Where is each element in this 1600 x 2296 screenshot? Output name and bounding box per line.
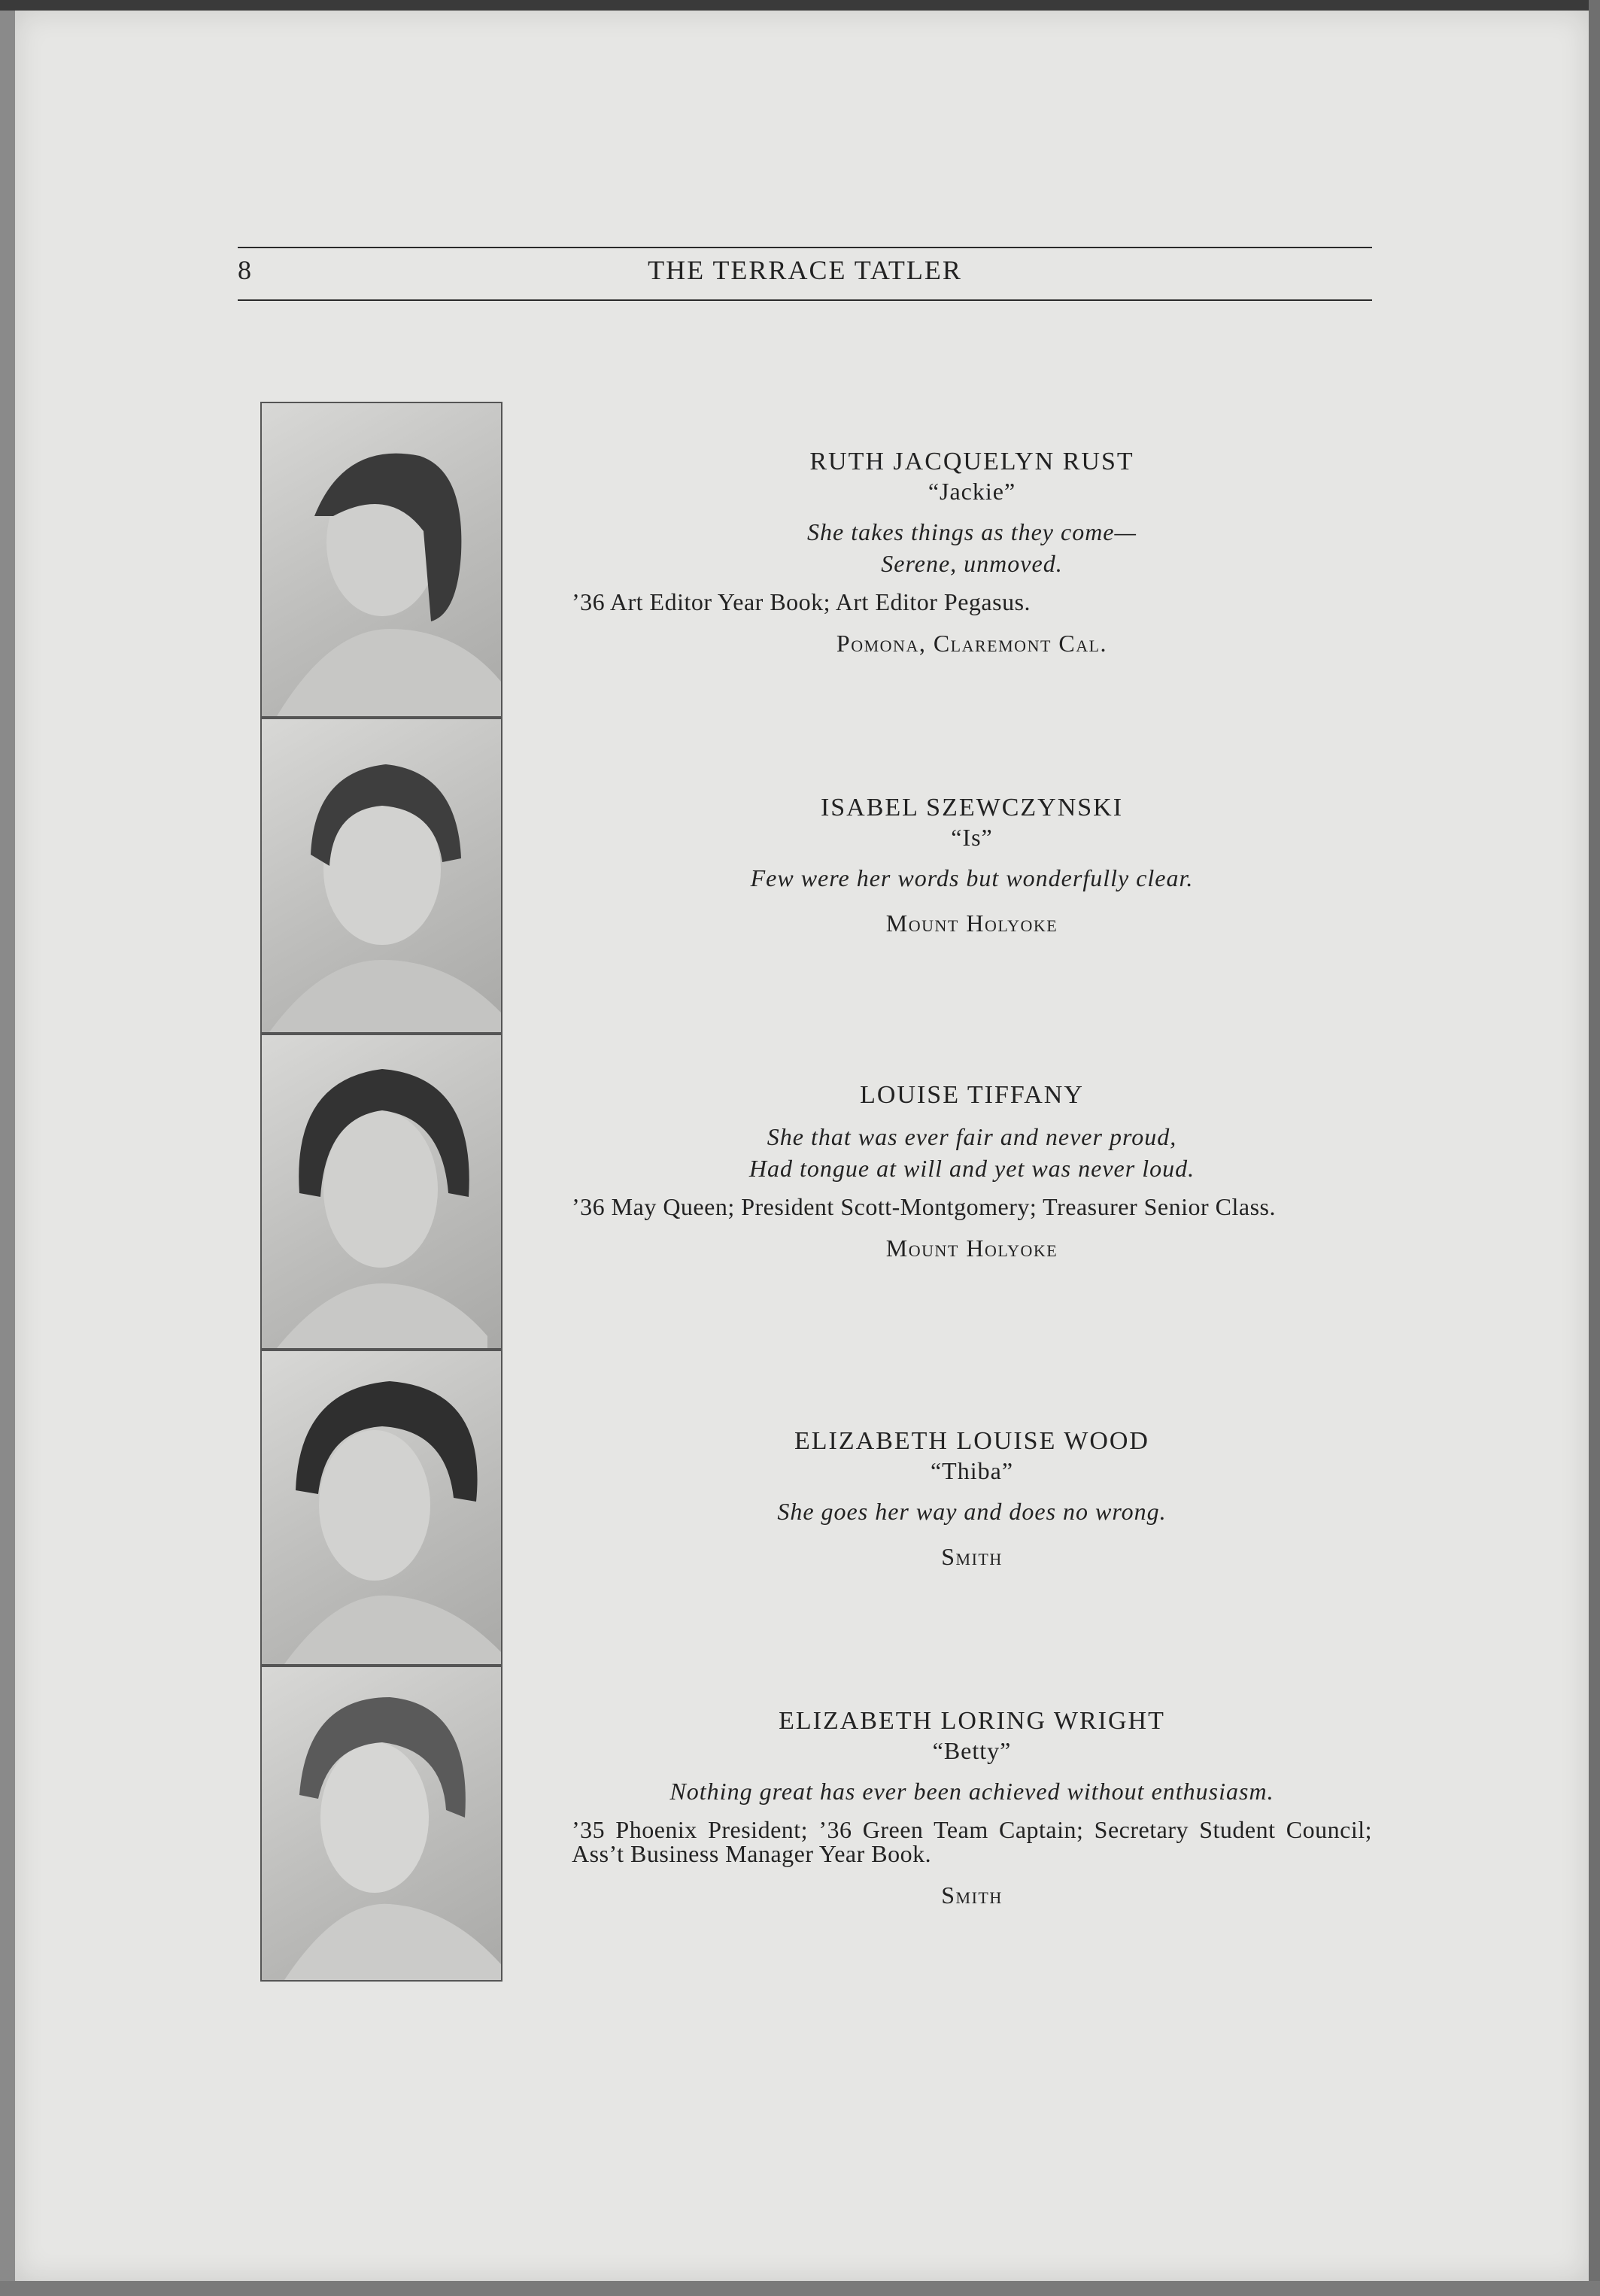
quote-line: She goes her way and does no wrong. [777, 1498, 1167, 1525]
senior-entry [572, 1080, 1372, 1262]
senior-entry [572, 1426, 1372, 1571]
portrait-photo [260, 1034, 502, 1350]
student-college: Pomona, Claremont Cal. [836, 630, 1108, 657]
scan-right-edge [1589, 0, 1600, 2296]
quote-line: Had tongue at will and yet was never loud. [748, 1155, 1195, 1182]
portrait-photo [260, 718, 502, 1034]
portrait-photo [260, 402, 502, 718]
student-activities: ’36 Art Editor Year Book; Art Editor Pegasus. [572, 588, 1031, 615]
student-activities: ’36 May Queen; President Scott-Montgomery; Treasurer Senior Class. [572, 1193, 1276, 1220]
student-activities: ’35 Phoenix President; ’36 Green Team Captain; Secretary Student Council; Ass’t Business Manager Year Book. [572, 1816, 1372, 1867]
student-quote [572, 516, 1372, 579]
student-quote [572, 1775, 1372, 1807]
student-name: ISABEL SZEWCZYNSKI [820, 794, 1124, 822]
student-nickname: “Is” [951, 824, 993, 851]
quote-line: She that was ever fair and never proud, [767, 1123, 1177, 1150]
student-name: ELIZABETH LOUISE WOOD [794, 1427, 1149, 1455]
student-college: Smith [941, 1881, 1003, 1909]
quote-line: Nothing great has ever been achieved without enthusiasm. [669, 1778, 1274, 1805]
header-top-rule [238, 247, 1372, 248]
student-nickname: “Thiba” [930, 1457, 1014, 1484]
student-quote [572, 862, 1372, 894]
quote-line: Serene, unmoved. [881, 550, 1063, 577]
student-name: RUTH JACQUELYN RUST [809, 448, 1134, 475]
running-header [238, 254, 1372, 292]
senior-entry [572, 793, 1372, 937]
quote-line: She takes things as they come— [807, 518, 1137, 545]
student-name: LOUISE TIFFANY [860, 1081, 1084, 1109]
student-name: ELIZABETH LORING WRIGHT [779, 1707, 1165, 1735]
student-quote [572, 1121, 1372, 1184]
student-college: Mount Holyoke [885, 910, 1058, 937]
student-nickname: “Jackie” [928, 478, 1016, 505]
senior-entry [572, 447, 1372, 658]
page-number: 8 [238, 255, 251, 285]
running-title: THE TERRACE TATLER [648, 255, 962, 285]
scan-top-edge [0, 0, 1600, 11]
header-bottom-rule [238, 299, 1372, 301]
portrait-photo [260, 1666, 502, 1982]
student-quote [572, 1496, 1372, 1527]
student-college: Mount Holyoke [885, 1235, 1058, 1262]
quote-line: Few were her words but wonderfully clear. [750, 864, 1194, 891]
scan-bottom-edge [0, 2281, 1600, 2296]
portrait-photo [260, 1350, 502, 1666]
senior-entry [572, 1706, 1372, 1909]
student-nickname: “Betty” [932, 1737, 1012, 1764]
student-college: Smith [941, 1543, 1003, 1570]
